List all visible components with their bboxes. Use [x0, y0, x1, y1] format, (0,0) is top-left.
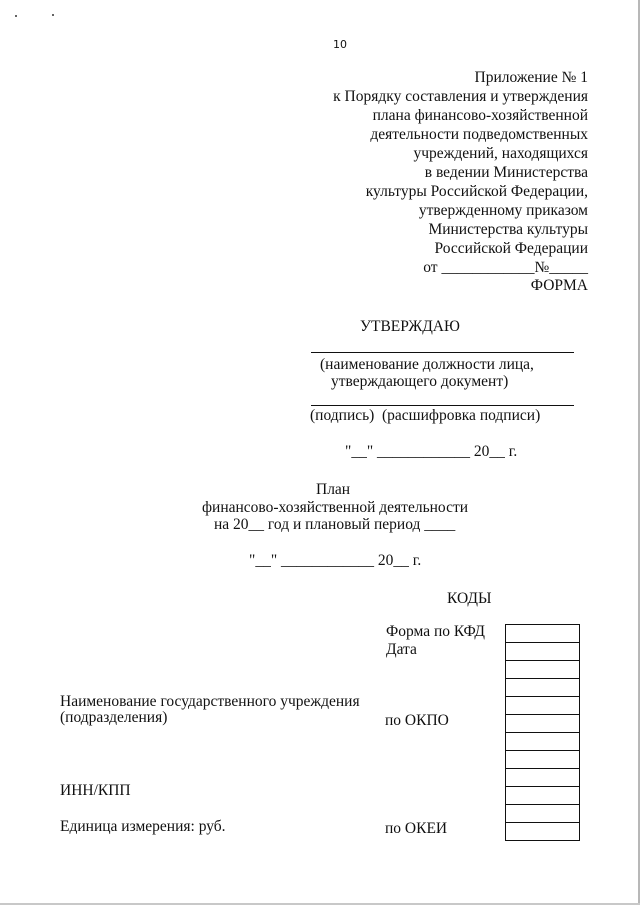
code-cell-okpo[interactable]	[505, 714, 580, 732]
code-cell[interactable]	[505, 660, 580, 678]
appendix-line: в ведении Министерства	[424, 164, 588, 181]
code-cell[interactable]	[505, 678, 580, 696]
institution-name-label: (подразделения)	[60, 709, 168, 726]
plan-title: План	[316, 481, 351, 498]
inn-kpp-label: ИНН/КПП	[60, 782, 131, 799]
approve-title: УТВЕРЖДАЮ	[360, 318, 460, 335]
position-line	[311, 352, 574, 353]
decryption-caption: (расшифровка подписи)	[382, 407, 541, 424]
appendix-line: культуры Российской Федерации,	[365, 183, 588, 200]
date-label: Дата	[386, 641, 417, 658]
plan-subtitle: финансово-хозяйственной деятельности	[202, 499, 469, 516]
codes-table	[505, 624, 580, 841]
code-cell[interactable]	[505, 750, 580, 768]
code-cell[interactable]	[505, 768, 580, 786]
code-cell[interactable]	[505, 786, 580, 804]
signature-line	[311, 405, 574, 406]
code-cell[interactable]	[505, 732, 580, 750]
page-number: 10	[333, 38, 347, 51]
appendix-line: к Порядку составления и утверждения	[333, 88, 588, 105]
okei-label: по ОКЕИ	[385, 820, 448, 837]
appendix-line: плана финансово-хозяйственной	[372, 107, 588, 124]
codes-header: КОДЫ	[447, 590, 492, 607]
position-caption: (наименование должности лица,	[320, 356, 534, 373]
okpo-label: по ОКПО	[385, 712, 449, 729]
code-cell-form-kfd[interactable]	[505, 624, 580, 642]
plan-date-line: "__" ____________ 20__ г.	[249, 552, 422, 569]
appendix-line: от ____________№_____	[423, 259, 588, 276]
appendix-block	[333, 68, 588, 277]
appendix-line: Российской Федерации	[434, 240, 588, 257]
signature-caption: (подпись)	[310, 407, 375, 424]
scan-speck	[52, 14, 54, 16]
appendix-line: утвержденному приказом	[418, 202, 588, 219]
plan-period: на 20__ год и плановый период ____	[214, 516, 456, 533]
form-label: ФОРМА	[530, 277, 588, 294]
appendix-line: Министерства культуры	[428, 221, 588, 238]
position-caption: утверждающего документ)	[331, 373, 509, 390]
unit-label: Единица измерения: руб.	[60, 818, 226, 835]
appendix-line: деятельности подведомственных	[370, 126, 588, 143]
code-cell[interactable]	[505, 696, 580, 714]
institution-name-label: Наименование государственного учреждения	[60, 693, 360, 710]
code-cell[interactable]	[505, 804, 580, 822]
code-cell-okei[interactable]	[505, 822, 580, 841]
code-cell-date[interactable]	[505, 642, 580, 660]
appendix-line: учреждений, находящихся	[413, 145, 588, 162]
appendix-line: Приложение № 1	[474, 69, 588, 86]
form-kfd-label: Форма по КФД	[386, 623, 486, 640]
scan-speck	[15, 15, 17, 17]
approve-date-line: "__" ____________ 20__ г.	[345, 443, 518, 460]
